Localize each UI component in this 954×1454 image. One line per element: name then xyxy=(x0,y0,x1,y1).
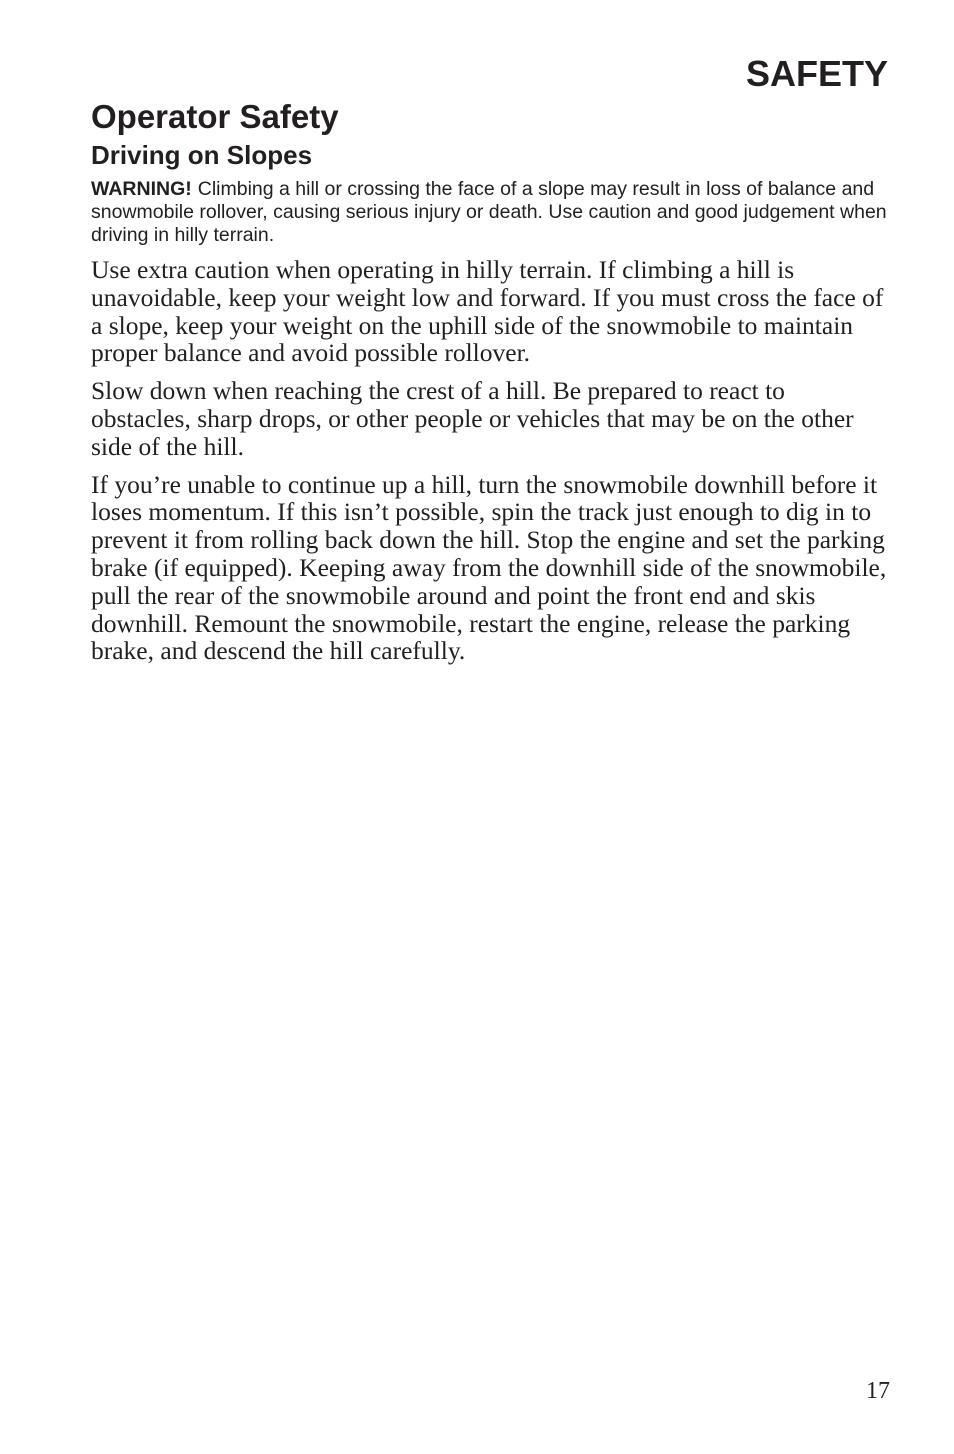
warning-notice xyxy=(91,178,891,247)
section-label: SAFETY xyxy=(745,53,888,94)
warning-label: WARNING! xyxy=(91,178,192,200)
page-title: Operator Safety xyxy=(91,98,339,135)
section-subheading: Driving on Slopes xyxy=(91,140,313,170)
body-paragraph-2: Slow down when reaching the crest of a hill. Be prepared to react to obstacles, sharp drops, or other people or vehicles that may be on the other side of the hill. xyxy=(91,376,854,461)
warning-text: Climbing a hill or crossing the face of a slope may result in loss of balance and snowmobile rollover, causing serious injury or death. Use caution and good judgement when driving in hilly terrain. xyxy=(91,178,887,246)
page-content xyxy=(91,96,891,675)
page-number: 17 xyxy=(866,1378,890,1404)
body-paragraph-1: Use extra caution when operating in hilly terrain. If climbing a hill is unavoidable, keep your weight low and forward. If you must cross the face of a slope, keep your weight on the uphill side of the snowmobile to maintain proper balance and avoid possible rollover. xyxy=(91,255,884,368)
body-paragraph-3: If you’re unable to continue up a hill, turn the snowmobile downhill before it loses momentum. If this isn’t possible, spin the track just enough to dig in to prevent it from rolling back down the hill. Stop the engine and set the parking brake (if equipped). Keeping away from the downhill side of the snowmobile, pull the rear of the snowmobile around and point the front end and skis downhill. Remount the snowmobile, restart the engine, release the parking brake, and descend the hill carefully. xyxy=(91,469,887,666)
